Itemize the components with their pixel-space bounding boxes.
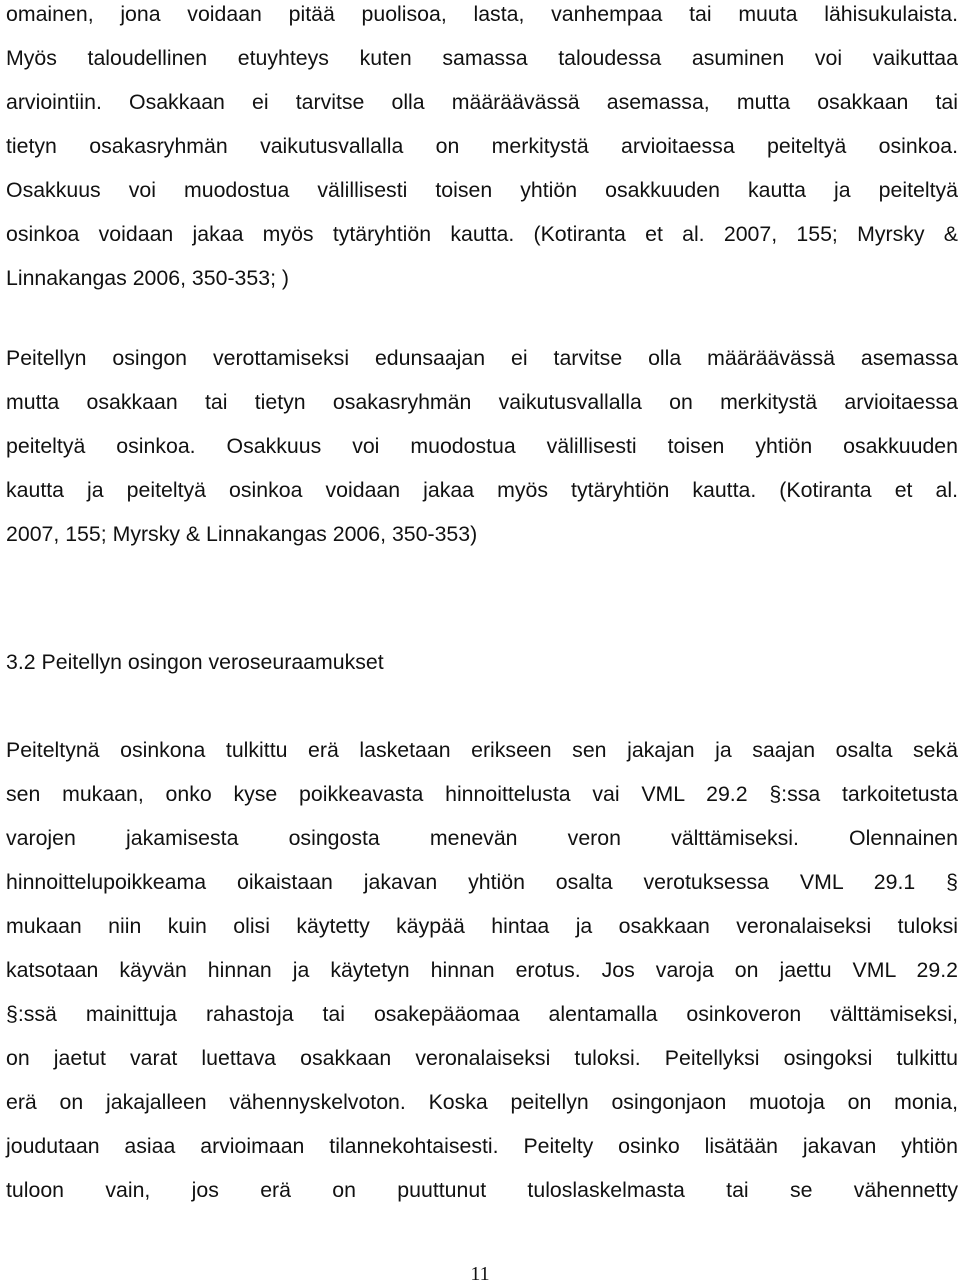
- text-line: katsotaan käyvän hinnan ja käytetyn hinnan erotus. Jos varoja on jaettu VML 29.2: [6, 958, 958, 982]
- paragraph-2: [6, 336, 958, 556]
- paragraph-3: [6, 728, 958, 1212]
- paragraph-1: [6, 0, 958, 300]
- text-line: Peiteltynä osinkona tulkittu erä lasketaan erikseen sen jakajan ja saajan osalta sekä: [6, 738, 958, 762]
- section-heading: 3.2 Peitellyn osingon veroseuraamukset: [6, 650, 384, 674]
- text-line: tuloon vain, jos erä on puuttunut tuloslaskelmasta tai se vähennetty: [6, 1178, 958, 1202]
- text-line: hinnoittelupoikkeama oikaistaan jakavan yhtiön osalta verotuksessa VML 29.1 §: [6, 870, 958, 894]
- text-line: sen mukaan, onko kyse poikkeavasta hinnoittelusta vai VML 29.2 §:ssa tarkoitetusta: [6, 782, 958, 806]
- text-line: on jaetut varat luettava osakkaan veronalaiseksi tuloksi. Peitellyksi osingoksi tulkittu: [6, 1046, 958, 1070]
- text-line: mukaan niin kuin olisi käytetty käypää hintaa ja osakkaan veronalaiseksi tuloksi: [6, 914, 958, 938]
- text-line: tietyn osakasryhmän vaikutusvallalla on merkitystä arvioitaessa peiteltyä osinkoa.: [6, 134, 958, 158]
- text-line: Peitellyn osingon verottamiseksi edunsaajan ei tarvitse olla määräävässä asemassa: [6, 346, 958, 370]
- text-line: arviointiin. Osakkaan ei tarvitse olla määräävässä asemassa, mutta osakkaan tai: [6, 90, 958, 114]
- text-line: peiteltyä osinkoa. Osakkuus voi muodostua välillisesti toisen yhtiön osakkuuden: [6, 434, 958, 458]
- text-line: omainen, jona voidaan pitää puolisoa, lasta, vanhempaa tai muuta lähisukulaista.: [6, 2, 958, 26]
- text-line: §:ssä mainittuja rahastoja tai osakepääomaa alentamalla osinkoveron välttämiseksi,: [6, 1002, 958, 1026]
- page-number: 11: [470, 1263, 490, 1285]
- text-line: Linnakangas 2006, 350-353; ): [6, 266, 289, 290]
- text-line: Osakkuus voi muodostua välillisesti toisen yhtiön osakkuuden kautta ja peiteltyä: [6, 178, 958, 202]
- text-line: erä on jakajalleen vähennyskelvoton. Koska peitellyn osingonjaon muotoja on monia,: [6, 1090, 958, 1114]
- text-line: osinkoa voidaan jakaa myös tytäryhtiön kautta. (Kotiranta et al. 2007, 155; Myrsky &: [6, 222, 958, 246]
- text-line: Myös taloudellinen etuyhteys kuten samassa taloudessa asuminen voi vaikuttaa: [6, 46, 958, 70]
- text-line: varojen jakamisesta osingosta menevän veron välttämiseksi. Olennainen: [6, 826, 958, 850]
- text-line: 2007, 155; Myrsky & Linnakangas 2006, 350-353): [6, 522, 478, 546]
- text-line: mutta osakkaan tai tietyn osakasryhmän vaikutusvallalla on merkitystä arvioitaessa: [6, 390, 958, 414]
- text-line: kautta ja peiteltyä osinkoa voidaan jakaa myös tytäryhtiön kautta. (Kotiranta et al.: [6, 478, 958, 502]
- text-line: joudutaan asiaa arvioimaan tilannekohtaisesti. Peitelty osinko lisätään jakavan yhtiön: [6, 1134, 958, 1158]
